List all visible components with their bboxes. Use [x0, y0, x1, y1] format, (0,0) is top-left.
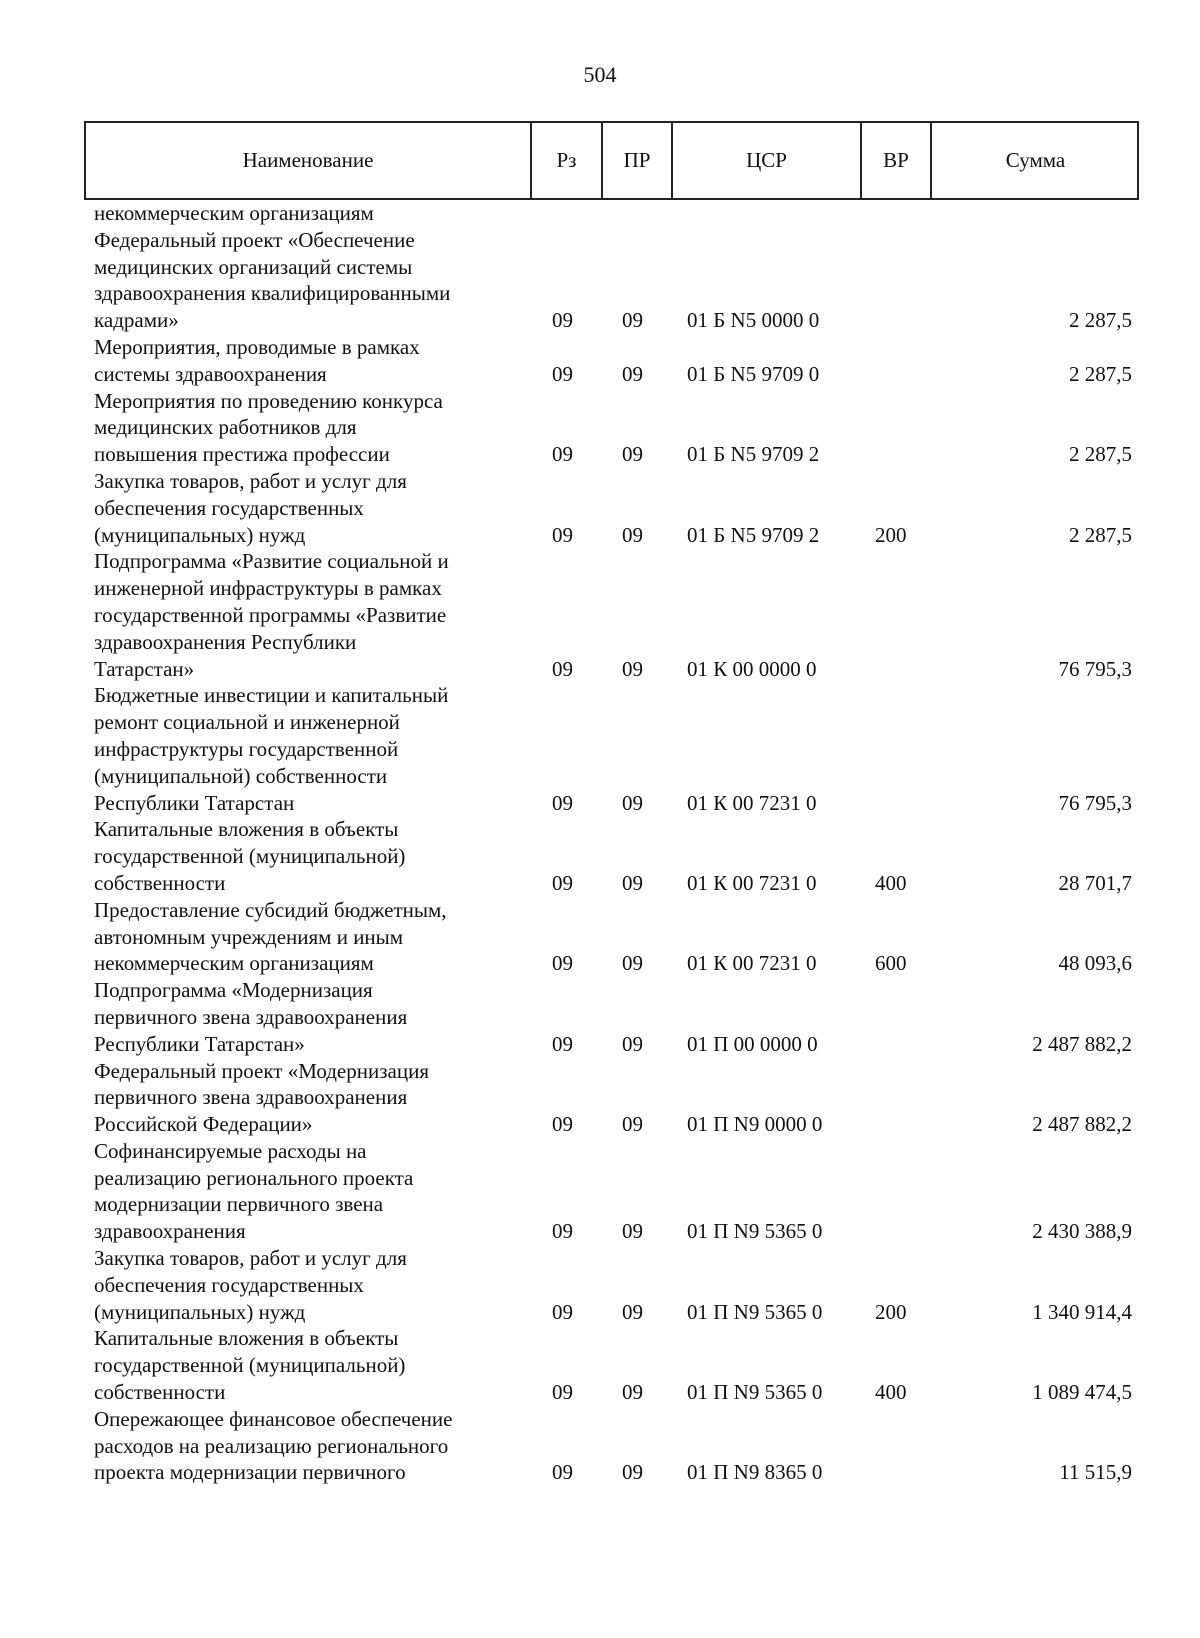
row-vr: 200: [875, 522, 907, 547]
row-name: Закупка товаров, работ и услуг для обеспечения государственных (муниципальных) нужд: [94, 1246, 407, 1324]
row-rz: 09: [552, 1460, 573, 1485]
row-vr: 400: [875, 1380, 907, 1405]
row-rz: 09: [552, 951, 573, 976]
row-sum: 2 487 882,2: [1032, 1112, 1132, 1137]
row-pr: 09: [622, 790, 643, 815]
row-name: Закупка товаров, работ и услуг для обеспечения государственных (муниципальных) нужд: [94, 468, 407, 547]
page-number: 504: [583, 62, 617, 87]
row-name: Подпрограмма «Развитие социальной и инженерной инфраструктуры в рамках государственной программы «Развитие здравоохранения Республики Татарстан»: [94, 549, 449, 681]
table-row: [0, 1058, 1200, 1138]
row-csr: 01 П N9 0000 0: [687, 1112, 823, 1137]
row-pr: 09: [622, 361, 643, 386]
row-sum: 2 287,5: [1069, 308, 1132, 333]
row-sum: 2 287,5: [1069, 522, 1132, 547]
row-name: Бюджетные инвестиции и капитальный ремонт социальной и инженерной инфраструктуры государственной (муниципальной) собственности Республики Татарстан: [94, 683, 449, 815]
row-rz: 09: [552, 790, 573, 815]
table-body: [0, 200, 1200, 1486]
table-row: [0, 977, 1200, 1057]
row-pr: 09: [622, 951, 643, 976]
row-sum: 2 487 882,2: [1032, 1031, 1132, 1056]
row-sum: 76 795,3: [1058, 790, 1132, 815]
row-rz: 09: [552, 1031, 573, 1056]
row-pr: 09: [622, 1299, 643, 1324]
row-sum: 28 701,7: [1058, 870, 1132, 895]
row-rz: 09: [552, 1219, 573, 1244]
row-csr: 01 К 00 0000 0: [687, 656, 817, 681]
row-csr: 01 Б N5 0000 0: [687, 308, 820, 333]
table-row: [0, 682, 1200, 816]
row-sum: 76 795,3: [1058, 656, 1132, 681]
table-row: [0, 200, 1200, 227]
table-row: [0, 816, 1200, 896]
row-name: некоммерческим организациям: [94, 201, 374, 225]
row-name: Капитальные вложения в объекты государственной (муниципальной) собственности: [94, 1326, 406, 1405]
table-row: [0, 388, 1200, 468]
row-csr: 01 Б N5 9709 2: [687, 442, 820, 467]
row-name: Опережающее финансовое обеспечение расходов на реализацию регионального проекта модернизации первичного: [94, 1406, 453, 1485]
row-pr: 09: [622, 522, 643, 547]
row-pr: 09: [622, 1460, 643, 1485]
table-row: [0, 1406, 1200, 1486]
row-vr: 400: [875, 870, 907, 895]
table-row: [0, 1325, 1200, 1405]
row-sum: 2 287,5: [1069, 442, 1132, 467]
row-pr: 09: [622, 442, 643, 467]
row-csr: 01 П N9 5365 0: [687, 1219, 823, 1244]
row-pr: 09: [622, 1219, 643, 1244]
row-pr: 09: [622, 1031, 643, 1056]
row-pr: 09: [622, 1380, 643, 1405]
row-pr: 09: [622, 656, 643, 681]
row-pr: 09: [622, 308, 643, 333]
row-rz: 09: [552, 870, 573, 895]
row-name: Мероприятия по проведению конкурса медицинских работников для повышения престижа профессии: [94, 388, 443, 467]
row-pr: 09: [622, 870, 643, 895]
row-csr: 01 К 00 7231 0: [687, 870, 817, 895]
header-pr: ПР: [601, 123, 671, 198]
table-row: [0, 1138, 1200, 1245]
header-name: Наименование: [242, 148, 374, 172]
row-name: Подпрограмма «Модернизация первичного звена здравоохранения Республики Татарстан»: [94, 978, 408, 1056]
row-name: Предоставление субсидий бюджетным, автономным учреждениям и иным некоммерческим организациям: [94, 897, 447, 976]
row-csr: 01 Б N5 9709 0: [687, 361, 820, 386]
row-rz: 09: [552, 522, 573, 547]
row-rz: 09: [552, 1299, 573, 1324]
row-vr: 600: [875, 951, 907, 976]
row-pr: 09: [622, 1112, 643, 1137]
row-name: Федеральный проект «Обеспечение медицинских организаций системы здравоохранения квалифицированными кадрами»: [94, 227, 451, 333]
row-sum: 1 089 474,5: [1032, 1380, 1132, 1405]
row-sum: 2 287,5: [1069, 361, 1132, 386]
row-vr: 200: [875, 1299, 907, 1324]
header-vr: ВР: [860, 123, 930, 198]
table-row: [0, 227, 1200, 334]
row-rz: 09: [552, 308, 573, 333]
row-sum: 2 430 388,9: [1032, 1219, 1132, 1244]
row-name: Мероприятия, проводимые в рамках системы здравоохранения: [94, 334, 420, 386]
table-row: [0, 1245, 1200, 1325]
table-row: [0, 548, 1200, 682]
row-name: Федеральный проект «Модернизация первичного звена здравоохранения Российской Федерации»: [94, 1058, 429, 1137]
row-sum: 11 515,9: [1059, 1460, 1132, 1485]
row-rz: 09: [552, 361, 573, 386]
table-row: [0, 897, 1200, 977]
row-sum: 1 340 914,4: [1032, 1299, 1132, 1324]
row-csr: 01 К 00 7231 0: [687, 790, 817, 815]
header-rz: Рз: [530, 123, 601, 198]
row-rz: 09: [552, 1112, 573, 1137]
table-row: [0, 468, 1200, 548]
header-sum: Сумма: [930, 123, 1139, 198]
row-rz: 09: [552, 442, 573, 467]
header-csr: ЦСР: [671, 123, 860, 198]
row-csr: 01 Б N5 9709 2: [687, 522, 820, 547]
table-header: [84, 121, 1139, 200]
row-csr: 01 П N9 5365 0: [687, 1299, 823, 1324]
table-row: [0, 334, 1200, 388]
row-csr: 01 К 00 7231 0: [687, 951, 817, 976]
row-rz: 09: [552, 1380, 573, 1405]
row-csr: 01 П N9 8365 0: [687, 1460, 823, 1485]
row-name: Капитальные вложения в объекты государственной (муниципальной) собственности: [94, 817, 406, 895]
row-sum: 48 093,6: [1058, 951, 1132, 976]
row-name: Софинансируемые расходы на реализацию регионального проекта модернизации первичного звена здравоохранения: [94, 1138, 414, 1244]
row-csr: 01 П N9 5365 0: [687, 1380, 823, 1405]
row-rz: 09: [552, 656, 573, 681]
row-csr: 01 П 00 0000 0: [687, 1031, 818, 1056]
